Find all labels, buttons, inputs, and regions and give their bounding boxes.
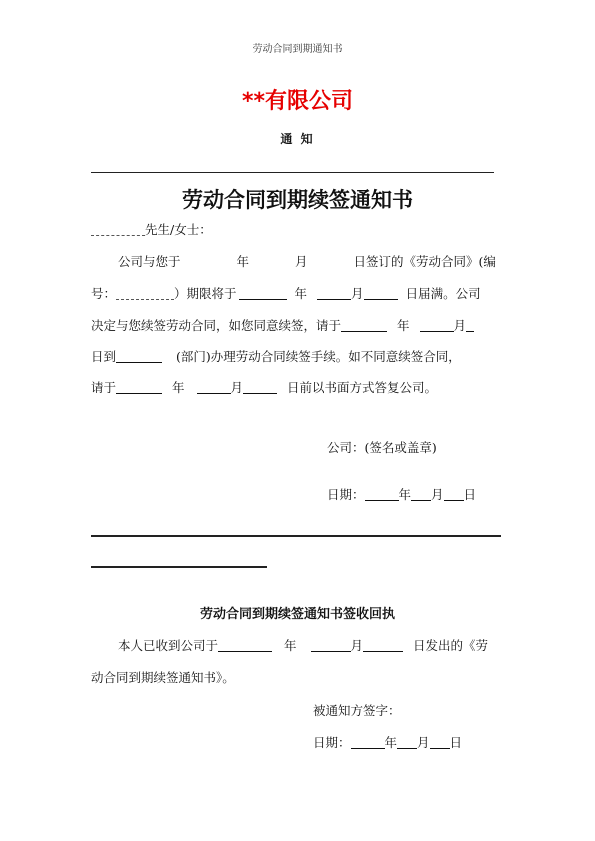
month-text: 月 (431, 487, 444, 502)
salutation-line (91, 220, 212, 238)
receipt-title: 劳动合同到期续签通知书签收回执 (199, 607, 395, 622)
text: 请于 (91, 380, 117, 395)
year-text: 年 (294, 286, 308, 301)
text: 本人已收到公司于 (118, 638, 219, 653)
month-text: 月 (453, 318, 467, 333)
text: 日签订的《劳动合同》(编 (353, 254, 496, 269)
text: 日前以书面方式答复公司。 (287, 380, 438, 395)
text: (部门)办理劳动合同续签手续。如不同意续签合同， (176, 349, 461, 364)
year-text: 年 (236, 254, 250, 269)
month-text: 月 (351, 286, 364, 301)
month-text: 月 (417, 735, 430, 750)
notice-label: 通 知 (280, 132, 315, 146)
reply-day-blank[interactable] (243, 380, 277, 394)
expiry-day-blank[interactable] (364, 286, 398, 300)
text: 日发出的《劳 (413, 638, 489, 653)
company-signature-label: 公司：(签名或盖章) (327, 440, 437, 455)
receipt-day-blank[interactable] (363, 638, 403, 652)
text: 决定与您续签劳动合同，如您同意续签，请于 (91, 318, 342, 333)
receipt-year-blank[interactable] (218, 638, 272, 652)
company-name: **有限公司 (241, 89, 353, 114)
month-text: 月 (295, 254, 308, 269)
day-text: 日 (449, 735, 463, 750)
year-text: 年 (398, 487, 412, 502)
year-text: 年 (172, 380, 185, 395)
year-text: 年 (397, 318, 410, 333)
text: 公司与您于 (118, 254, 181, 269)
renewal-year-blank[interactable] (341, 318, 387, 332)
expiry-year-blank[interactable] (239, 286, 287, 300)
month-text: 月 (350, 638, 364, 653)
document-title: 劳动合同到期续签通知书 (182, 187, 413, 212)
receipt-line-1 (118, 636, 488, 654)
year-text: 年 (284, 638, 297, 653)
cut-line-short (91, 566, 267, 568)
text: 号： (91, 286, 117, 301)
receipt-date-line (313, 733, 462, 751)
text: ）期限将于 (174, 286, 237, 301)
para-line-5 (91, 378, 437, 396)
renewal-day-blank[interactable] (466, 318, 474, 332)
expiry-month-blank[interactable] (317, 286, 351, 300)
receipt-sign-month-blank[interactable] (397, 735, 417, 749)
renewal-month-blank[interactable] (420, 318, 454, 332)
date-label: 日期： (327, 487, 365, 502)
month-text: 月 (230, 380, 244, 395)
receipt-sign-day-blank[interactable] (430, 735, 450, 749)
date-label: 日期： (313, 735, 351, 750)
contract-number-blank[interactable] (116, 286, 174, 300)
signature-date-line (327, 485, 476, 503)
sign-month-blank[interactable] (411, 487, 431, 501)
salutation-text: 先生/女士： (145, 222, 212, 237)
day-text: 日 (463, 487, 477, 502)
name-blank[interactable] (91, 222, 145, 236)
page-header-title: 劳动合同到期通知书 (252, 44, 343, 55)
header-divider (91, 172, 494, 173)
receipt-sign-year-blank[interactable] (351, 735, 385, 749)
para-line-4 (91, 347, 461, 365)
receipt-line-2: 动合同到期续签通知书》。 (91, 670, 235, 685)
sign-year-blank[interactable] (365, 487, 399, 501)
receipt-month-blank[interactable] (311, 638, 351, 652)
year-text: 年 (384, 735, 398, 750)
para-line-2 (91, 284, 481, 302)
text: 日届满。公司 (405, 286, 481, 301)
reply-year-blank[interactable] (116, 380, 162, 394)
cut-line-long (91, 535, 501, 537)
para-line-3 (91, 316, 474, 334)
receiver-signature-label: 被通知方签字： (313, 703, 401, 718)
para-line-1 (118, 252, 496, 270)
sign-day-blank[interactable] (444, 487, 464, 501)
text: 日到 (91, 349, 117, 364)
department-blank[interactable] (116, 349, 162, 363)
reply-month-blank[interactable] (197, 380, 231, 394)
